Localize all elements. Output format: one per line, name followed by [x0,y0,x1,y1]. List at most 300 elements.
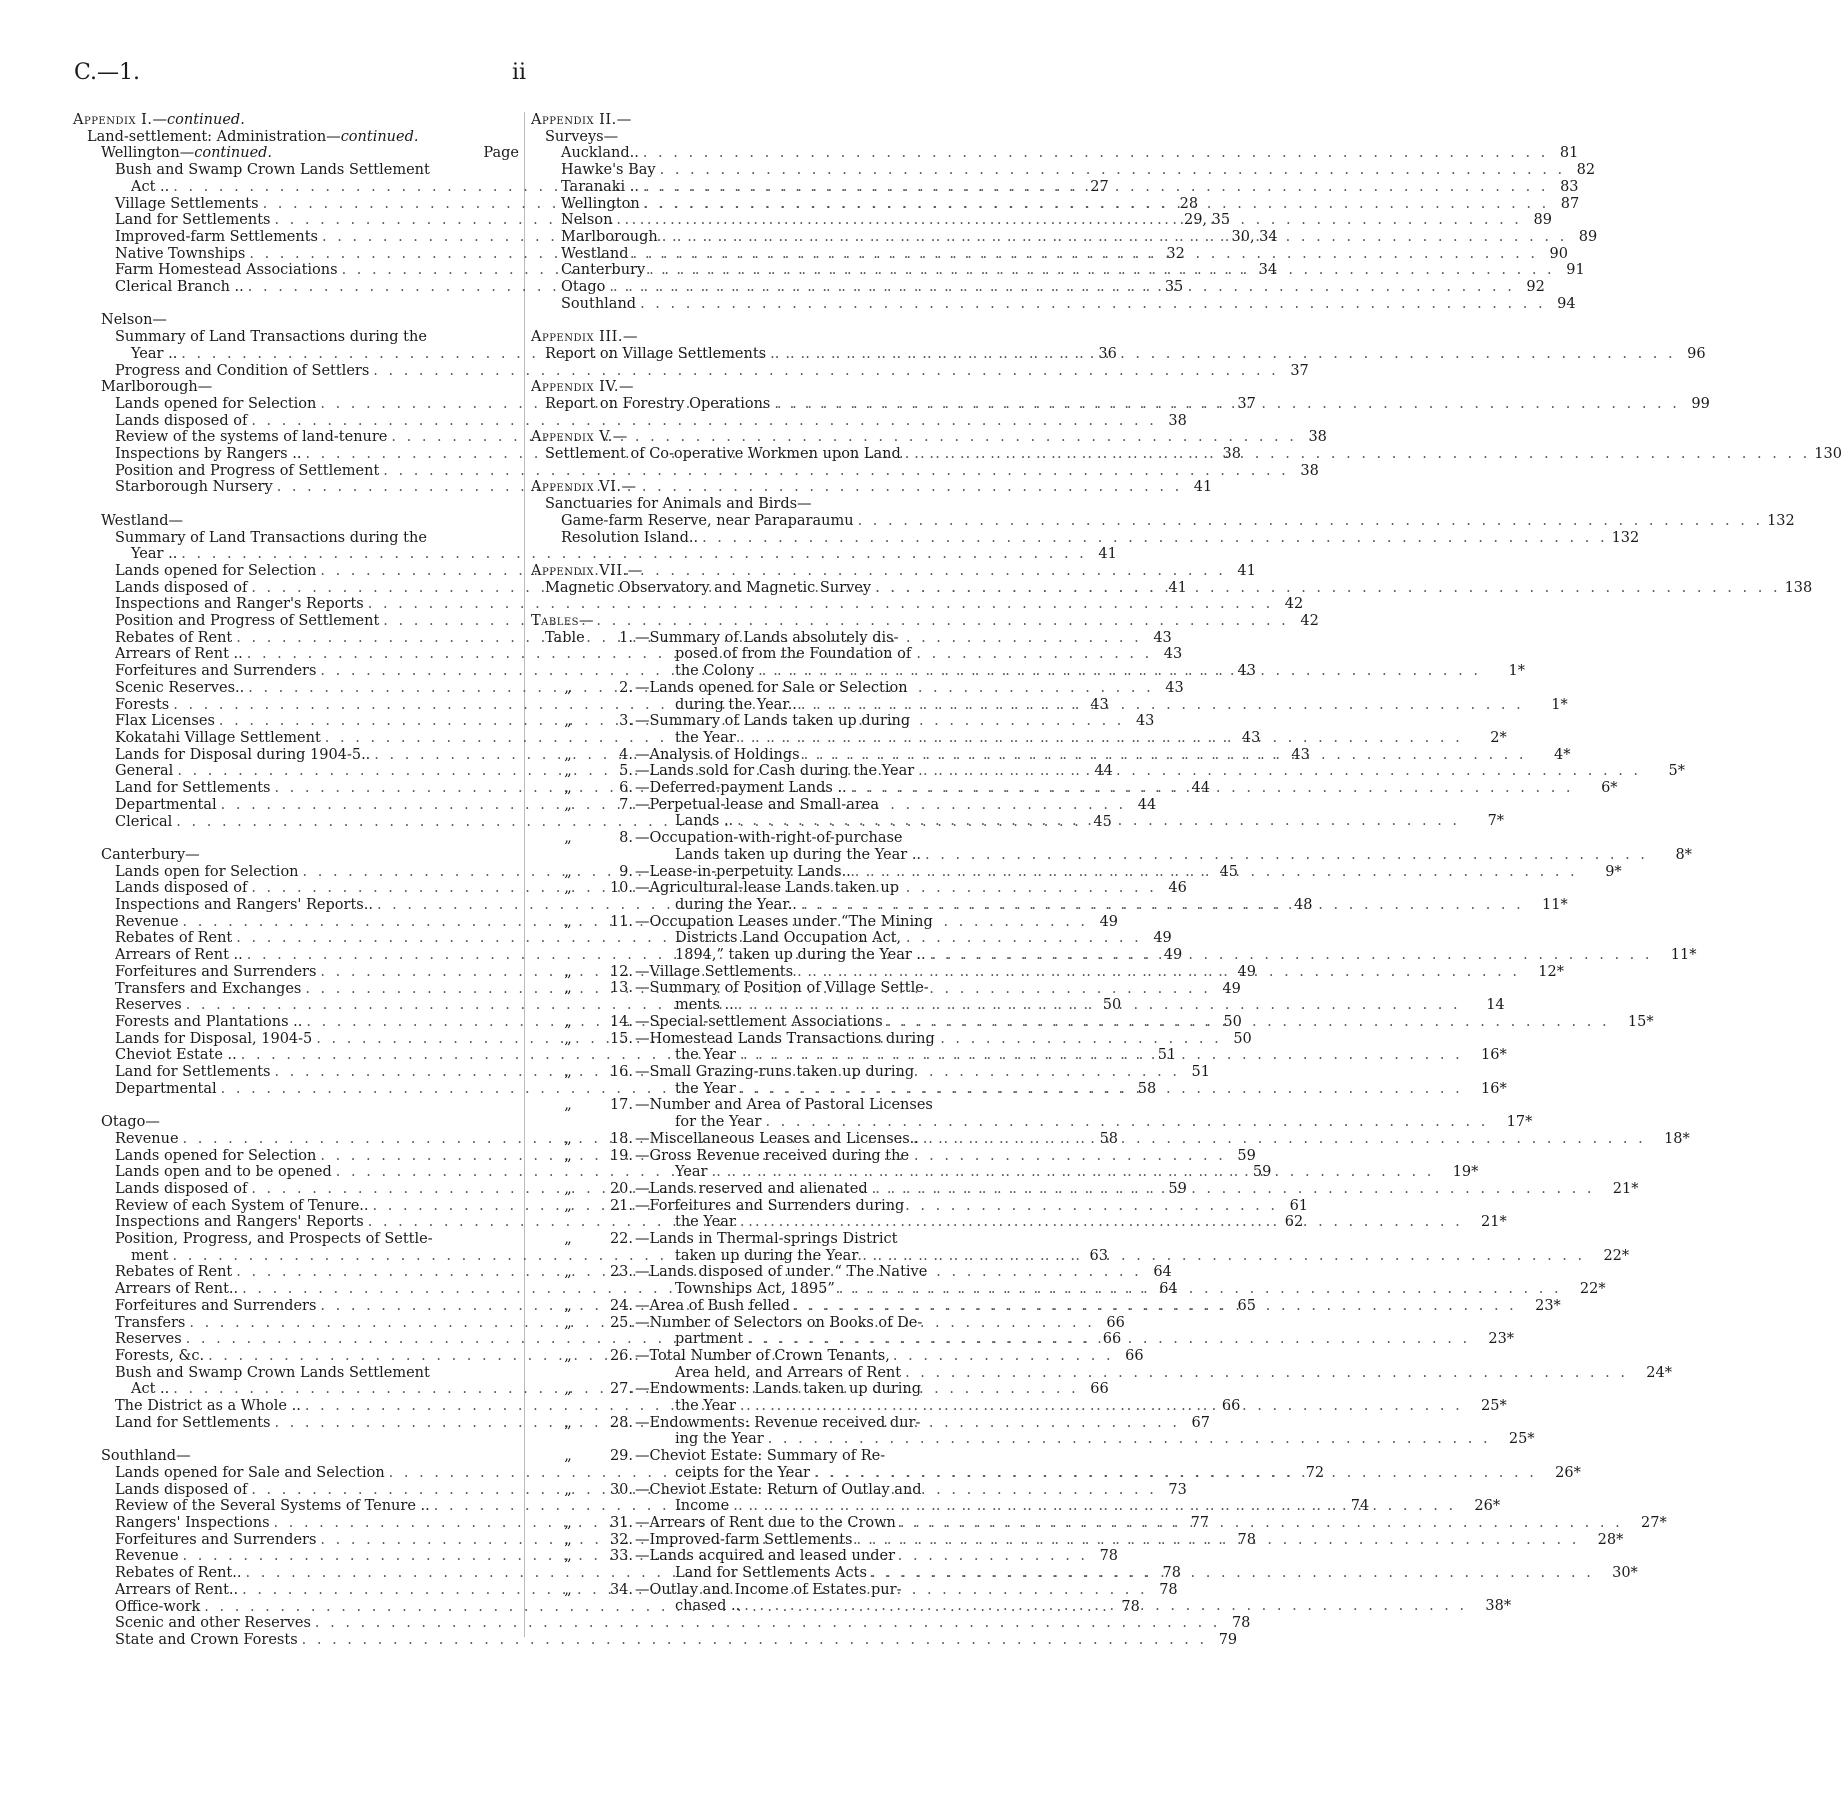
leader-dots [765,1114,1488,1131]
entry-page: 49 [1237,963,1256,980]
ditto-mark: „ [564,1347,572,1364]
entry-title: partment [675,1331,744,1348]
entry-page: 27* [1641,1514,1667,1531]
entry-page: 38 [1222,446,1241,463]
entry-title: the Year [675,1047,736,1064]
leader-dots [644,196,1550,213]
table-number: 19. [609,1147,633,1164]
table-number: 11. [609,913,633,930]
table-number: 27. [609,1381,633,1398]
entry-page: 66 [1106,1314,1125,1331]
entry-title: Year .. [131,546,178,563]
entry-title: Area held, and Arrears of Rent [675,1364,902,1381]
entry-title: Revenue [115,1130,179,1147]
entry-page: 43 [1153,629,1172,646]
entry-page: 43 [1237,663,1256,680]
entry-title: —Gross Revenue received during the [635,1147,910,1164]
entry-title: ceipts for the Year [675,1464,810,1481]
entry-title: Revenue [115,1548,179,1565]
entry-page: 66 [1090,1381,1109,1398]
entry-page: 29, 35 [1183,212,1231,229]
entry-title: Flax Licenses [115,713,215,730]
table-number: 24. [609,1297,633,1314]
entry-title: Settlement of Co-operative Workmen upon Land [545,446,901,463]
entry-title: Arrears of Rent .. [115,947,243,964]
entry-title: the Year [675,1214,736,1231]
leader-dots [858,513,1764,530]
toc-entry [115,462,1319,480]
entry-title: Nelson [561,212,613,229]
entry-page: 14 [1486,997,1505,1014]
entry-page: 64 [1153,1264,1172,1281]
entry-page: 16* [1481,1080,1507,1097]
entry-page: 25* [1508,1431,1535,1448]
table-number: 30. [609,1481,633,1498]
entry-page: 50 [1102,997,1122,1014]
entry-page: 41 [1237,562,1256,579]
entry-title: Rebates of Rent [115,629,233,646]
entry-title: Forfeitures and Surrenders [115,1297,317,1314]
entry-title: Lands disposed of [115,579,248,596]
table-number: 5. [619,763,633,780]
entry-title: —Special-settlement Associations [635,1013,883,1030]
leader-dots [801,697,1524,714]
table-number: 12. [609,963,633,980]
entry-page: 50 [1233,1030,1252,1047]
entry-page: 38* [1485,1598,1512,1615]
entry-page: 11* [1542,896,1568,913]
entry-page: 89 [1578,228,1598,245]
leader-dots [801,897,1524,914]
entry-title: Clerical Branch .. [115,279,244,296]
entry-title: Canterbury [561,262,646,279]
surveys-heading: Surveys— [545,128,619,145]
entry-title: posed of from the Foundation of [675,646,912,663]
leader-dots [740,1047,1463,1064]
ditto-mark: „ [564,913,572,930]
entry-page: 78 [1237,1531,1256,1548]
leader-dots [774,396,1680,413]
entry-page: 45 [1093,813,1112,830]
entry-title: State and Crown Forests [115,1631,298,1648]
table-number: 7. [619,796,633,813]
appendix-vi-heading: Appendix VI.— [531,479,637,496]
ditto-mark: „ [564,1013,572,1030]
entry-title: Southland [561,295,637,312]
table-number: 34. [609,1581,633,1598]
table-entry [545,1097,1533,1131]
entry-title: Cheviot Estate .. [115,1047,237,1064]
entry-title: Starborough Nursery [115,479,273,496]
leader-dots [632,246,1538,263]
entry-title: Scenic Reserves.. [115,679,245,696]
ditto-mark: „ [564,980,572,997]
entry-page: 27 [1090,178,1109,195]
toc-entry [115,1615,1251,1632]
ditto-mark: „ [564,763,572,780]
entry-title: Act .. [131,178,170,195]
entry-page: 78 [1162,1565,1181,1582]
entry-page: 26* [1555,1464,1581,1481]
entry-title: —Homestead Lands Transactions during [635,1030,935,1047]
entry-page: 6* [1601,780,1618,797]
leader-dots [797,964,1520,981]
entry-title: Inspections and Rangers' Reports [115,1214,364,1231]
tables-heading: Tables— [531,613,595,629]
entry-title: ing the Year [675,1431,764,1448]
entry-page: 49 [1153,930,1172,947]
table-number: 9. [619,863,633,880]
entry-page: 28* [1597,1531,1624,1548]
entry-title: Districts Land Occupation Act, [675,930,902,947]
page-column-label: Page [483,145,519,162]
entry-page: 63 [1089,1247,1108,1264]
entry-page: 59 [1237,1147,1256,1164]
entry-title: Forfeitures and Surrenders [115,963,317,980]
table-number: 32. [609,1531,633,1548]
entry-page: 5* [1668,763,1686,780]
table-number: 4. [619,746,633,763]
entry-title: —Outlay and Income of Estates pur- [635,1581,902,1598]
entry-title: Resolution Island.. [561,529,699,546]
entry-page: 43 [1241,729,1261,746]
entry-title: Summary of Land Transactions during the [115,529,427,546]
entry-page: 35 [1164,279,1184,296]
table-number: 3. [619,713,633,730]
entry-title: Lands disposed of [115,880,248,897]
entry-title: the Year [675,1080,736,1097]
southland-heading: Southland— [101,1448,191,1465]
entry-page: 43 [1090,696,1109,713]
entry-page: 66 [1102,1331,1122,1348]
entry-title: Forests [115,696,170,713]
entry-page: 1* [1551,696,1568,713]
entry-title: Inspections by Rangers .. [115,446,302,463]
table-number: 33. [609,1548,633,1565]
entry-title: —Analysis of Holdings [635,746,800,763]
entry-title: Bush and Swamp Crown Lands Settlement [115,162,430,179]
entry-title: Kokatahi Village Settlement [115,729,321,746]
ditto-mark: „ [564,963,572,980]
entry-title: Position and Progress of Settlement [115,462,380,479]
entry-title: 1894,” taken up during the Year .. [675,947,926,964]
entry-page: 37 [1237,395,1256,412]
entry-page: 21* [1481,1214,1507,1231]
ditto-mark: „ [564,1414,572,1431]
entry-title: Scenic and other Reserves [115,1615,311,1632]
entry-title: —Lands acquired and leased under [635,1548,895,1565]
entry-page: 73 [1168,1481,1187,1498]
leader-dots [857,1532,1580,1549]
ditto-mark: „ [564,1197,572,1214]
entry-page: 42 [1284,596,1304,613]
entry-title: Improved-farm Settlements [115,228,318,245]
entry-title: —Improved-farm Settlements [635,1531,853,1548]
entry-page: 77 [1190,1514,1210,1531]
entry-page: 26* [1474,1498,1501,1515]
entry-title: Land for Settlements [115,780,271,797]
entry-page: 94 [1557,295,1576,312]
entry-page: 23* [1535,1297,1561,1314]
ditto-mark: „ [564,1548,572,1565]
entry-title: Game-farm Reserve, near Paraparaumu [561,512,854,529]
entry-page: 4* [1554,746,1571,763]
wellington-label: Wellington— [101,145,195,162]
entry-page: 67 [1191,1414,1210,1431]
entry-title: Review of the Several Systems of Tenure .. [115,1498,430,1515]
ditto-mark: „ [564,780,572,797]
entry-title: Arrears of Rent.. [115,1281,239,1298]
wellington-continued: continued. [194,145,273,162]
entry-page: 58 [1099,1130,1119,1147]
entry-title: —Occupation-with-right-of-purchase [635,830,903,847]
entry-title: Forests and Plantations .. [115,1013,303,1030]
leader-dots [871,1565,1594,1582]
ditto-mark: „ [564,863,572,880]
leader-dots [660,162,1566,179]
entry-title: Progress and Condition of Settlers [115,362,370,379]
entry-page: 9* [1605,863,1622,880]
table-number: 26. [609,1347,633,1364]
ditto-mark: „ [564,1448,572,1465]
leader-dots [740,1214,1463,1231]
entry-page: 38 [1168,412,1187,429]
entry-title: Forfeitures and Surrenders [115,1531,317,1548]
entry-title: the Year [675,729,736,746]
entry-title: Act .. [131,1381,170,1398]
table-number: 23. [609,1264,633,1281]
entry-title: Bush and Swamp Crown Lands Settlement [115,1364,430,1381]
leader-dots [738,997,1461,1014]
table-number: 20. [609,1180,633,1197]
leader-dots [804,747,1527,764]
entry-title: Report on Forestry Operations [545,395,771,412]
leader-dots [711,1164,1434,1181]
entry-page: 34 [1258,262,1278,279]
entry-title: Land for Settlements Acts [675,1565,867,1582]
entry-title: —Number of Selectors on Books of De- [635,1314,923,1331]
leader-dots [862,1248,1585,1265]
leader-dots [851,780,1574,797]
ditto-mark: „ [564,713,572,730]
entry-title: —Cheviot Estate: Summary of Re- [635,1448,886,1465]
entry-title: The District as a Whole .. [115,1398,301,1415]
canterbury-heading: Canterbury— [101,846,200,863]
entry-page: 43 [1163,646,1183,663]
entry-title: Departmental [115,1080,217,1097]
entry-title: Lands opened for Sale and Selection [115,1464,385,1481]
leader-dots [643,145,1549,162]
entry-title: Reserves [115,997,182,1014]
entry-title: Lands .. [675,813,734,830]
entry-title: General [115,763,174,780]
entry-page: 66 [1221,1398,1241,1415]
toc-entry [115,362,1309,380]
table-number: 25. [609,1314,633,1331]
entry-title: Townships Act, 1895” [675,1281,835,1298]
entry-title: for the Year [675,1114,762,1131]
entry-title: Native Townships [115,245,246,262]
entry-title: Reserves [115,1331,182,1348]
entry-title: Rangers' Inspections [115,1514,270,1531]
entry-page: 91 [1566,262,1585,279]
entry-page: 22* [1579,1281,1606,1298]
toc-entry [561,295,1576,313]
entry-page: 58 [1137,1080,1157,1097]
entry-title: Lands opened for Selection [115,1147,317,1164]
entry-title: —Total Number of Crown Tenants, [635,1347,890,1364]
entry-page: 11* [1670,947,1697,964]
entry-title: —Miscellaneous Leases and Licenses.. [635,1130,919,1147]
entry-title: Year .. [131,345,178,362]
entry-page: 59 [1168,1180,1187,1197]
table-number: 8. [619,830,633,847]
entry-title: chased .. [675,1598,741,1615]
entry-title: —Endowments: Lands taken up during [635,1381,922,1398]
westland-heading: Westland— [101,512,183,529]
entry-page: 78 [1121,1598,1140,1615]
entry-page: 7* [1487,813,1505,830]
entry-title: —Number and Area of Pastoral Licenses [635,1097,933,1114]
table-number: 17. [609,1097,633,1114]
ditto-mark: „ [564,1297,572,1314]
entry-title: Land for Settlements [115,212,271,229]
entry-title: Village Settlements [115,195,259,212]
entry-title: Taranaki .. [561,178,640,195]
entry-title: Forests, &c. [115,1347,205,1364]
ditto-mark: „ [564,1130,572,1147]
entry-page: 44 [1137,796,1157,813]
leader-dots [855,864,1578,881]
entry-page: 38 [1300,462,1319,479]
entry-title: the Year [675,1398,736,1415]
entry-title: Position and Progress of Settlement [115,613,380,630]
entry-page: 32 [1166,245,1185,262]
entry-title: Departmental [115,796,217,813]
entry-page: 132 [1767,512,1795,529]
entry-title: Lands for Disposal, 1904-5 [115,1030,313,1047]
leader-dots [925,847,1648,864]
entry-page: 99 [1691,395,1710,412]
entry-page: 132 [1611,529,1640,546]
ditto-mark: „ [564,1147,572,1164]
leader-dots [740,1081,1463,1098]
entry-page: 89 [1533,212,1552,229]
table-number: 18. [609,1130,633,1147]
entry-page: 41 [1193,479,1213,496]
leader-dots [747,1331,1470,1348]
entry-title: —Lands reserved and alienated [635,1180,868,1197]
page-number: ii [512,60,527,85]
ditto-mark: „ [564,1514,572,1531]
nelson-heading: Nelson— [101,312,167,329]
entry-title: Rebates of Rent.. [115,1565,242,1582]
entry-title: Wellington [561,195,640,212]
table-number: 28. [609,1414,633,1431]
entry-title: Position, Progress, and Prospects of Settle- [115,1231,433,1248]
entry-title: Arrears of Rent.. [115,1581,239,1598]
report-code: C.—1. [74,60,141,85]
entry-page: 96 [1687,345,1706,362]
entry-page: 49 [1099,913,1119,930]
ditto-mark: „ [564,1581,572,1598]
entry-title: —Village Settlements [635,963,794,980]
appendix-v-heading: Appendix V.— [531,429,628,446]
entry-title: Rebates of Rent [115,1264,233,1281]
entry-page: 62 [1284,1214,1304,1231]
entry-page: 36 [1098,345,1117,362]
entry-title: Rebates of Rent [115,930,233,947]
entry-title: Inspections and Rangers' Reports.. [115,897,373,913]
land-settlement-label: Land-settlement: Administration— [87,128,341,145]
ditto-mark: „ [564,830,572,847]
entry-title: Lands opened for Selection [115,562,317,579]
appendix-heading [73,112,519,129]
entry-title: Lands opened for Selection [115,395,317,412]
sanctuaries-heading: Sanctuaries for Animals and Birds— [545,496,812,513]
entry-page: 61 [1289,1197,1309,1214]
appendix-continued: —continued. [152,112,245,128]
table-number: 2. [619,679,633,696]
entry-title: —Lands in Thermal-springs District [635,1231,898,1248]
table-number: 16. [609,1063,633,1080]
entry-page: 79 [1218,1631,1238,1648]
entry-page: 17* [1506,1114,1533,1131]
entry-title: —Occupation Leases under “The Mining [635,913,933,930]
entry-title: —Lands sold for Cash during the Year [635,763,915,780]
entry-title: Lands disposed of [115,412,248,429]
entry-page: 72 [1305,1464,1325,1481]
entry-page: 130 [1814,446,1842,463]
entry-title: —Lease-in-perpetuity Lands.. [635,863,851,880]
otago-heading: Otago— [101,1114,160,1131]
ditto-mark: „ [564,880,572,897]
entry-page: 21* [1612,1180,1639,1197]
leader-dots [905,446,1811,463]
land-settlement-heading [87,129,519,146]
entry-title: —Summary of Lands absolutely dis- [635,629,899,646]
ditto-mark: „ [564,1231,572,1248]
entry-page: 66 [1125,1347,1144,1364]
leader-dots [900,1515,1623,1532]
leader-dots [302,1632,1208,1649]
entry-page: 41 [1098,546,1117,563]
entry-page: 38 [1308,429,1327,446]
entry-page: 51 [1157,1047,1177,1064]
toc-entry [561,162,1596,179]
leader-dots [640,296,1546,313]
entry-page: 49 [1222,980,1241,997]
leader-dots [702,530,1608,547]
entry-page: 64 [1159,1281,1178,1298]
entry-page: 78 [1231,1615,1251,1632]
entry-page: 82 [1576,162,1596,179]
leader-dots [887,1014,1610,1031]
entry-title: during the Year.. [675,896,797,913]
wellington-heading [101,145,519,162]
entry-title: Summary of Land Transactions during the [115,329,427,346]
entry-title: —Arrears of Rent due to the Crown [635,1514,896,1531]
leader-dots [643,179,1549,196]
entry-title: —Lands opened for Sale or Selection [635,679,908,696]
leader-dots [616,212,1522,229]
entry-page: 87 [1560,195,1580,212]
entry-page: 18* [1664,1130,1690,1147]
entry-title: —Summary of Lands taken up during [635,713,911,730]
entry-title: Forfeitures and Surrenders [115,663,317,680]
table-number: 13. [609,980,633,997]
toc-entry [115,1631,1238,1649]
